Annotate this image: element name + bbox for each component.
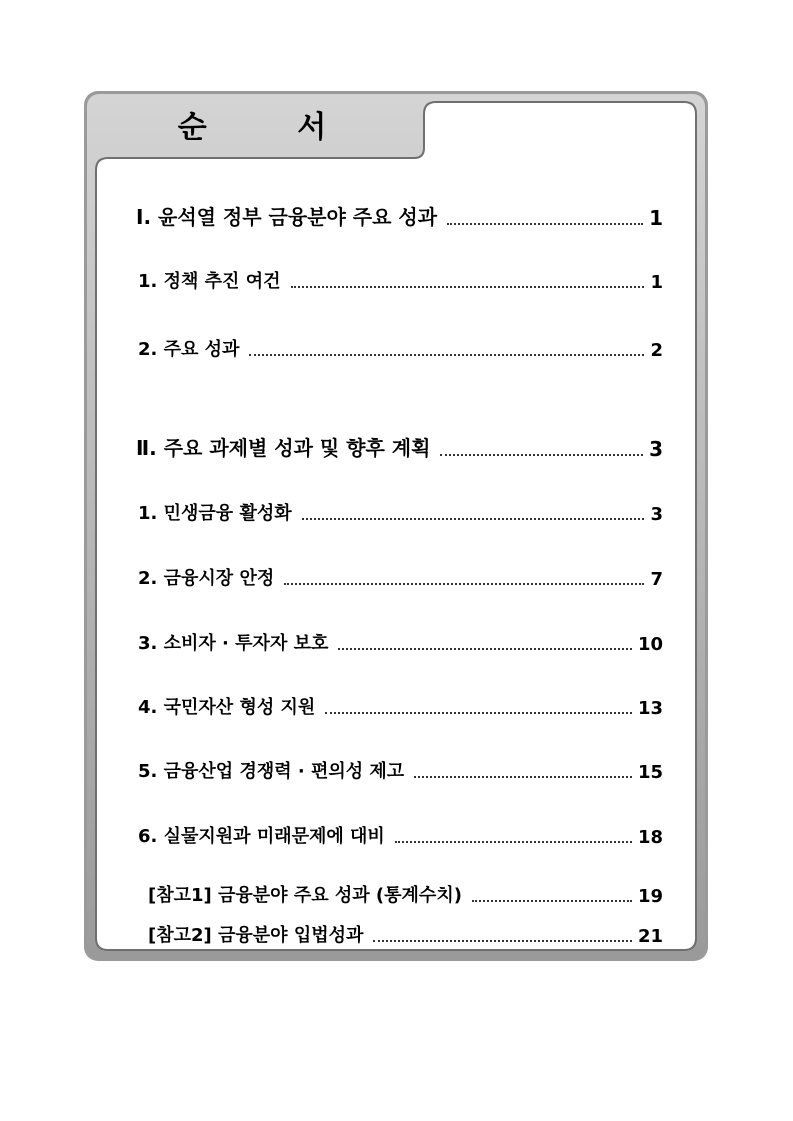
- dot-leader: [325, 712, 632, 714]
- toc-entry-label: 1. 민생금융 활성화: [138, 503, 292, 524]
- toc-entry-label: 5. 금융산업 경쟁력 · 편의성 제고: [138, 761, 405, 782]
- toc-entry: [138, 693, 663, 719]
- dot-leader: [249, 354, 644, 356]
- toc-entry-page: 10: [637, 634, 663, 655]
- dot-leader: [373, 940, 632, 942]
- toc-entry-page: 15: [637, 762, 663, 783]
- toc-entry-page: 1: [649, 206, 663, 230]
- toc-entry-page: 3: [649, 437, 663, 461]
- toc-entry: [138, 564, 663, 590]
- toc-entry-page: 21: [637, 926, 663, 947]
- toc-entry-page: 2: [650, 340, 663, 361]
- toc-entry-label: 2. 금융시장 안정: [138, 568, 275, 589]
- toc-entry-label: 4. 국민자산 형성 지원: [138, 697, 316, 718]
- toc-entry-page: 7: [650, 569, 663, 590]
- dot-leader: [447, 223, 643, 225]
- toc-entry-page: 19: [637, 886, 663, 907]
- toc-entry: [148, 921, 663, 947]
- toc-entry: [138, 499, 663, 525]
- toc-entry-page: 1: [650, 272, 663, 293]
- toc-entry-label: [참고2] 금융분야 입법성과: [148, 925, 364, 946]
- dot-leader: [395, 841, 632, 843]
- toc-entry: [138, 629, 663, 655]
- toc-section: [136, 201, 663, 230]
- dot-leader: [291, 286, 645, 288]
- dot-leader: [472, 900, 632, 902]
- toc-entry-label: 3. 소비자 · 투자자 보호: [138, 633, 329, 654]
- toc-entry-label: Ⅰ. 윤석열 정부 금융분야 주요 성과: [136, 205, 438, 229]
- toc-entry-label: Ⅱ. 주요 과제별 성과 및 향후 계획: [136, 436, 431, 460]
- toc-entry-page: 18: [637, 827, 663, 848]
- toc-entry: [138, 757, 663, 783]
- toc-entry-label: 1. 정책 추진 여건: [138, 271, 281, 292]
- dot-leader: [440, 454, 643, 456]
- page-title: 순 서: [177, 110, 367, 145]
- dot-leader: [414, 776, 632, 778]
- toc-entry-label: 6. 실물지원과 미래문제에 대비: [138, 826, 385, 847]
- toc-entry: [138, 335, 663, 361]
- toc-entry-page: 13: [637, 698, 663, 719]
- toc-entry: [138, 822, 663, 848]
- toc-section: [136, 432, 663, 461]
- dot-leader: [284, 583, 644, 585]
- toc-entry-label: 2. 주요 성과: [138, 339, 240, 360]
- dot-leader: [302, 518, 645, 520]
- toc-entry-label: [참고1] 금융분야 주요 성과 (통계수치): [148, 885, 462, 906]
- toc-entry: [138, 267, 663, 293]
- toc-entry: [148, 881, 663, 907]
- dot-leader: [338, 648, 632, 650]
- toc-entry-page: 3: [650, 504, 663, 525]
